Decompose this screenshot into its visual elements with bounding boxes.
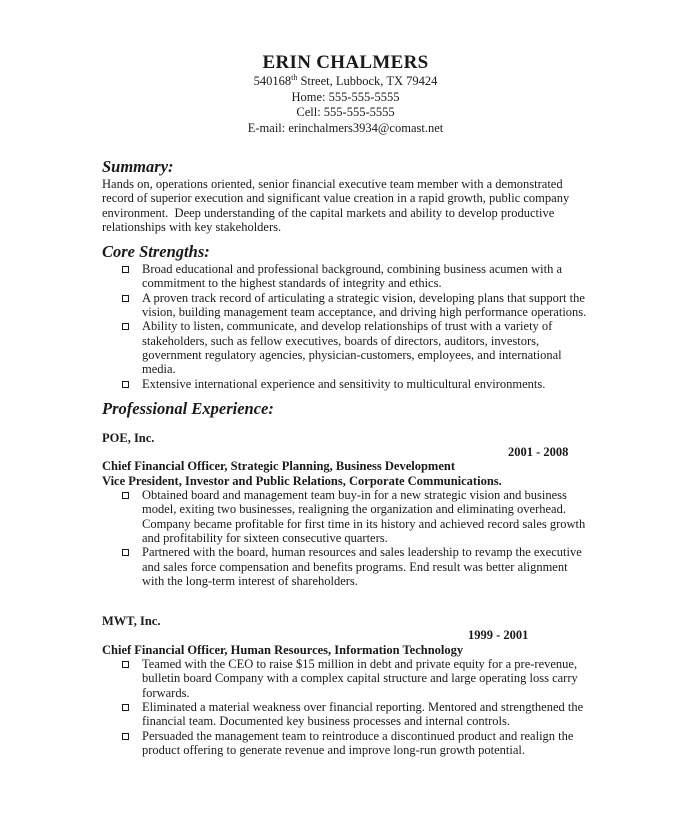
list-item: Persuaded the management team to reintroduce a discontinued product and realign the product offering to generate revenue and improve long-run growth potential. (102, 729, 592, 758)
checkbox-bullet-icon (122, 266, 129, 273)
list-item: Eliminated a material weakness over financial reporting. Mentored and strengthened the financial team. Documented key business processes and internal controls. (102, 700, 592, 729)
job-title: Chief Financial Officer, Human Resources, Information Technology (102, 642, 464, 657)
list-item: Teamed with the CEO to raise $15 million in debt and private equity for a pre-revenue, bulletin board Company with a complex capital structure and large operating loss carry forwards. (102, 657, 592, 700)
job-dates: 1999 - 2001 (468, 628, 529, 643)
checkbox-bullet-icon (122, 661, 129, 668)
job-dates: 2001 - 2008 (508, 445, 569, 460)
email-line: E-mail: erinchalmers3934@comast.net (247, 120, 444, 135)
checkbox-bullet-icon (122, 323, 129, 330)
core-strengths-list (102, 262, 592, 391)
checkbox-bullet-icon (122, 704, 129, 711)
checkbox-bullet-icon (122, 549, 129, 556)
address-rest: Street, Lubbock, TX 79424 (297, 74, 438, 88)
summary-heading: Summary: (102, 157, 174, 176)
checkbox-bullet-icon (122, 381, 129, 388)
core-strengths-heading: Core Strengths: (102, 242, 210, 262)
list-item: Broad educational and professional background, combining business acumen with a commitment to the highest standards of integrity and ethics. (102, 262, 592, 291)
cell-phone: Cell: 555-555-5555 (296, 105, 395, 119)
summary-line: environment. Deep understanding of the capital markets and ability to develop productive (102, 205, 555, 220)
summary-line: relationships with key stakeholders. (102, 219, 282, 234)
job-title: Vice President, Investor and Public Relations, Corporate Communications. (102, 473, 502, 488)
candidate-name: ERIN CHALMERS (262, 52, 429, 73)
home-phone: Home: 555-555-5555 (291, 89, 400, 104)
checkbox-bullet-icon (122, 295, 129, 302)
company-name: POE, Inc. (102, 430, 155, 445)
job-bullets (102, 488, 592, 588)
address-number: 540168 (253, 74, 292, 88)
summary-text (102, 177, 592, 234)
list-item: Ability to listen, communicate, and develop relationships of trust with a variety of stakeholders, such as fellow executives, boards of directors, auditors, investors, government regulatory agencies, physician-customers, employees, and international media. (102, 319, 592, 376)
resume-body (102, 157, 592, 757)
address-suffix: th (291, 72, 298, 82)
list-item: Obtained board and management team buy-in for a new strategic vision and business model, exiting two businesses, realigning the organization and eliminating overhead. Company became profitable for first time in its history and achieved record sales growth and profitability for sixteen consecutive quarters. (102, 488, 592, 545)
experience-heading: Professional Experience: (102, 398, 274, 418)
job-bullets (102, 657, 592, 757)
list-item: A proven track record of articulating a strategic vision, developing plans that support the vision, building management team acceptance, and driving high performance operations. (102, 291, 592, 320)
summary-line: record of superior execution and significant value creation in a rapid growth, public company (102, 191, 570, 206)
resume-header (0, 52, 691, 136)
job-entry (102, 431, 592, 588)
list-item: Extensive international experience and sensitivity to multicultural environments. (102, 377, 592, 391)
summary-line: Hands on, operations oriented, senior financial executive team member with a demonstrated (102, 177, 563, 191)
address-line (0, 74, 691, 90)
job-entry (102, 614, 592, 757)
list-item: Partnered with the board, human resources and sales leadership to revamp the executive and sales force compensation and benefits programs. End result was better alignment with the long-term interest of shareholders. (102, 545, 592, 588)
checkbox-bullet-icon (122, 733, 129, 740)
job-title: Chief Financial Officer, Strategic Planning, Business Development (102, 459, 455, 474)
company-name: MWT, Inc. (102, 614, 161, 629)
checkbox-bullet-icon (122, 492, 129, 499)
